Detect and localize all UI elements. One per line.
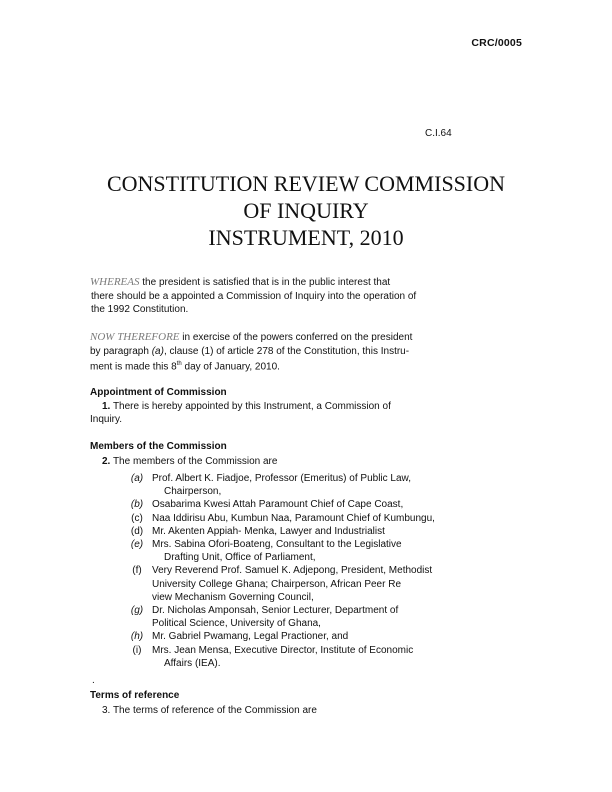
clause-number: 2. — [102, 456, 111, 467]
list-item — [126, 512, 435, 525]
clause-number: 1. — [102, 401, 111, 412]
appointment-heading: Appointment of Commission — [90, 387, 227, 398]
members-heading: Members of the Commission — [90, 441, 227, 452]
document-title — [0, 170, 612, 251]
appointment-clause-cont: Inquiry. — [90, 414, 123, 425]
item-text: Prof. Albert K. Fiadjoe, Professor (Emeritus) of Public Law, — [152, 473, 411, 484]
now-therefore-line-1: in exercise of the powers conferred on the president — [179, 332, 413, 343]
item-label: (i) — [132, 644, 142, 656]
item-label: (d) — [130, 525, 144, 537]
list-item — [126, 538, 435, 564]
whereas-lead: WHEREAS — [90, 276, 140, 288]
list-item — [126, 630, 435, 643]
item-text-cont: Chairperson, — [164, 486, 222, 498]
item-text: Dr. Nicholas Amponsah, Senior Lecturer, Department of — [152, 605, 399, 617]
item-label: (a) — [130, 473, 144, 484]
whereas-line-2: there should be a appointed a Commission of Inquiry into the operation of — [91, 290, 417, 302]
item-label: (b) — [130, 499, 144, 511]
whereas-line-3: the 1992 Constitution. — [91, 304, 189, 315]
whereas-paragraph — [90, 276, 450, 317]
item-label: (e) — [130, 539, 144, 551]
terms-clause: 3. The terms of reference of the Commission are — [102, 705, 317, 716]
title-line-1: CONSTITUTION REVIEW COMMISSION — [106, 171, 506, 196]
whereas-line-1: the president is satisfied that is in the public interest that — [139, 277, 391, 288]
document-reference: CRC/0005 — [471, 37, 522, 49]
title-line-2: OF INQUIRY — [243, 198, 369, 223]
item-text-cont: view Mechanism Governing Council, — [152, 591, 314, 603]
terms-heading: Terms of reference — [90, 690, 180, 701]
list-item — [126, 525, 435, 538]
item-text: Mr. Akenten Appiah- Menka, Lawyer and Industrialist — [152, 525, 385, 537]
item-text-cont: Drafting Unit, Office of Parliament, — [164, 552, 316, 564]
item-text-cont: University College Ghana; Chairperson, African Peer Re — [152, 578, 402, 590]
title-line-3: INSTRUMENT, 2010 — [208, 225, 404, 250]
item-label: (f) — [132, 565, 142, 577]
stray-dot: . — [92, 675, 95, 686]
item-text: Mr. Gabriel Pwamang, Legal Practioner, and — [152, 631, 349, 643]
now-therefore-line-3: ment is made this 8th day of January, 2010. — [90, 361, 280, 373]
now-therefore-lead: NOW THEREFORE — [90, 331, 180, 343]
item-text: Naa Iddirisu Abu, Kumbun Naa, Paramount Chief of Kumbungu, — [152, 512, 435, 524]
list-item — [126, 644, 435, 670]
now-therefore-paragraph — [90, 331, 450, 374]
item-text: Mrs. Sabina Ofori-Boateng, Consultant to the Legislative — [152, 539, 402, 551]
item-text: Osabarima Kwesi Attah Paramount Chief of Cape Coast, — [152, 499, 404, 511]
list-item — [126, 564, 435, 604]
item-text: Mrs. Jean Mensa, Executive Director, Institute of Economic — [152, 644, 414, 656]
members-list — [126, 472, 435, 670]
item-text: Very Reverend Prof. Samuel K. Adjepong, President, Methodist — [152, 565, 433, 577]
item-text-cont: Political Science, University of Ghana, — [152, 618, 321, 630]
list-item — [126, 498, 435, 511]
instrument-number: C.I.64 — [425, 128, 452, 139]
item-label: (g) — [130, 605, 144, 617]
now-therefore-line-2: by paragraph (a), clause (1) of article 278 of the Constitution, this Instru- — [90, 345, 410, 357]
item-label: (h) — [130, 631, 144, 643]
members-intro: 2. The members of the Commission are — [102, 456, 278, 467]
item-label: (c) — [131, 512, 143, 524]
item-text-cont: Affairs (IEA). — [164, 657, 221, 669]
appointment-clause: 1. There is hereby appointed by this Instrument, a Commission of — [102, 401, 391, 412]
list-item — [126, 472, 435, 498]
list-item — [126, 604, 435, 630]
